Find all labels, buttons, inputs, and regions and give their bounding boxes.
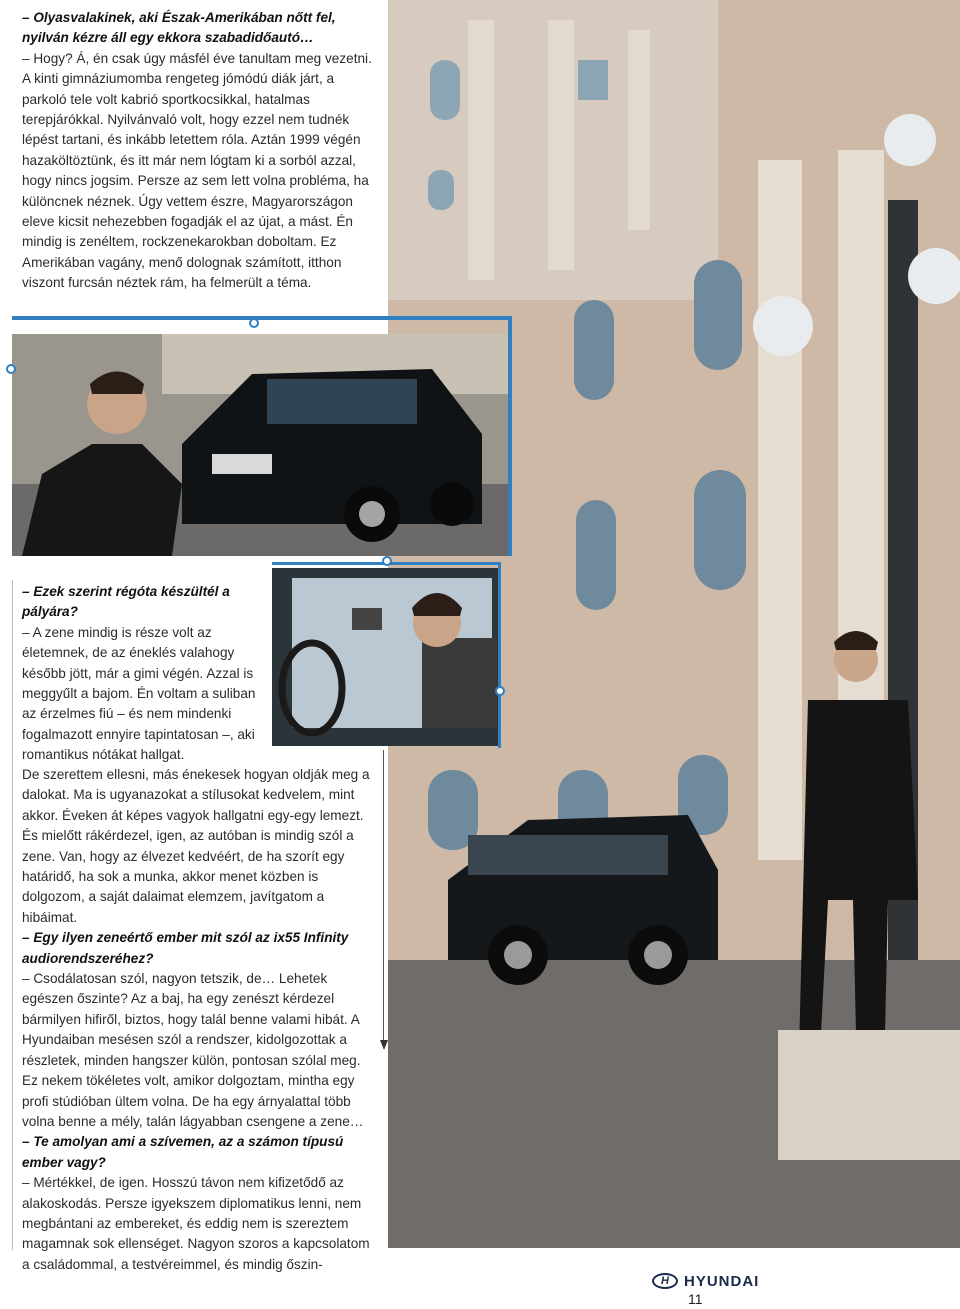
brand-name: HYUNDAI	[684, 1272, 760, 1290]
photo-suv-illustration	[12, 334, 512, 556]
frame-line-small-right	[498, 562, 501, 748]
page-number: 11	[688, 1291, 703, 1307]
answer: – Mértékkel, de igen. Hosszú távon nem kifizetődő az alakoskodás. Persze igyekszem diplomatikus lenni, nem megbántani az embereket, és eddig nem is szereztem magamnak sok ellenséget. Nagyon szoros a kapcsolatom a családommal, a testvéreimmel, és mindig őszin-	[22, 1175, 370, 1272]
intro-text	[22, 8, 378, 294]
answer: De szerettem ellesni, más énekesek hogyan oldják meg a dalokat. Ma is ugyanazokat a stílusokat kedvelem, mint akkor. Éveken át képes vagyok hallgatni egy-egy lemezt. És mielőtt rákérdezel, igen, az autóban is mindig szól a zene. Van, hogy az élvezet kedvéért, de ha szorít egy határidő, ha sok a munka, akkor menet közben is dolgozom, a saját dalaimat elemzem, javítgatom a hibáimat.	[22, 767, 370, 925]
hyundai-logo-icon: H	[652, 1273, 678, 1289]
frame-dot	[249, 318, 259, 328]
lower-wide-text	[22, 765, 378, 1275]
frame-dot	[495, 686, 505, 696]
question: – Te amolyan ami a szívemen, az a számon típusú ember vagy?	[22, 1134, 344, 1170]
frame-line-top	[12, 316, 512, 320]
left-edge-line	[12, 580, 13, 1250]
answer: – Hogy? Á, én csak úgy másfél éve tanultam meg vezetni. A kinti gimnáziumomba rengeteg jómódú diák járt, a parkoló tele volt kabrió sportkocsikkal, hatalmas terepjárókkal. Nyilvánvaló volt, hogy ezzel nem tudnék lépést tartani, és inkább letettem róla. Aztán 1999 végén hazaköltöztünk, és itt már nem lógtam ki a sorból azzal, hogy nincs jogsim. Persze az sem lett volna probléma, ha különcnek néznek. Úgy vettem észre, Magyarországon eleve kicsit nehezebben fogadják el az újat, a mást. Én mindig is zenéltem, rockzenekarokban doboltam. Ez Amerikában vagány, menő dolognak számított, itthon viszont furcsán néztek rám, ha felmerült a téma.	[22, 50, 372, 291]
hyundai-logo	[652, 1272, 759, 1290]
arrow-down-icon	[380, 1040, 388, 1050]
lower-narrow-text	[22, 582, 266, 766]
photo-driver-illustration	[272, 568, 501, 746]
question: – Egy ilyen zeneértő ember mit szól az ix55 Infinity audiorendszeréhez?	[22, 930, 349, 966]
frame-line-right	[508, 316, 512, 556]
frame-dot	[382, 556, 392, 566]
answer: – A zene mindig is része volt az életemnek, de az éneklés valahogy később jött, már a gimi végén. Azzal is meggyűlt a bajom. Én voltam a suliban az érzelmes fiú – és nem mindenki fogalmazott ennyire tapintatosan –, aki romantikus nótákat hallgat.	[22, 624, 256, 763]
question: – Ezek szerint régóta készültél a pályára?	[22, 584, 230, 620]
photo-man-with-suv	[12, 334, 512, 556]
question: – Olyasvalakinek, aki Észak-Amerikában nőtt fel, nyilván kézre áll egy ekkora szabadidőautó…	[22, 10, 336, 46]
divider-line	[383, 750, 384, 1042]
photo-man-driving	[272, 568, 501, 746]
frame-dot	[6, 364, 16, 374]
answer: – Csodálatosan szól, nagyon tetszik, de… Lehetek egészen őszinte? Az a baj, ha egy zenészt kérdezel bármilyen hifiről, biztos, hogy talál benne valami hibát. A Hyundaiban mesésen szól a rendszer, kidolgozottak a részletek, minden hangszer külön, pontosan szólal meg. Ez nekem tökéletes volt, amikor dolgoztam, mintha egy profi stúdióban ültem volna. De ha egy árnyalattal több volna benne a mély, talán lágyabban csengene a zene…	[22, 971, 364, 1129]
